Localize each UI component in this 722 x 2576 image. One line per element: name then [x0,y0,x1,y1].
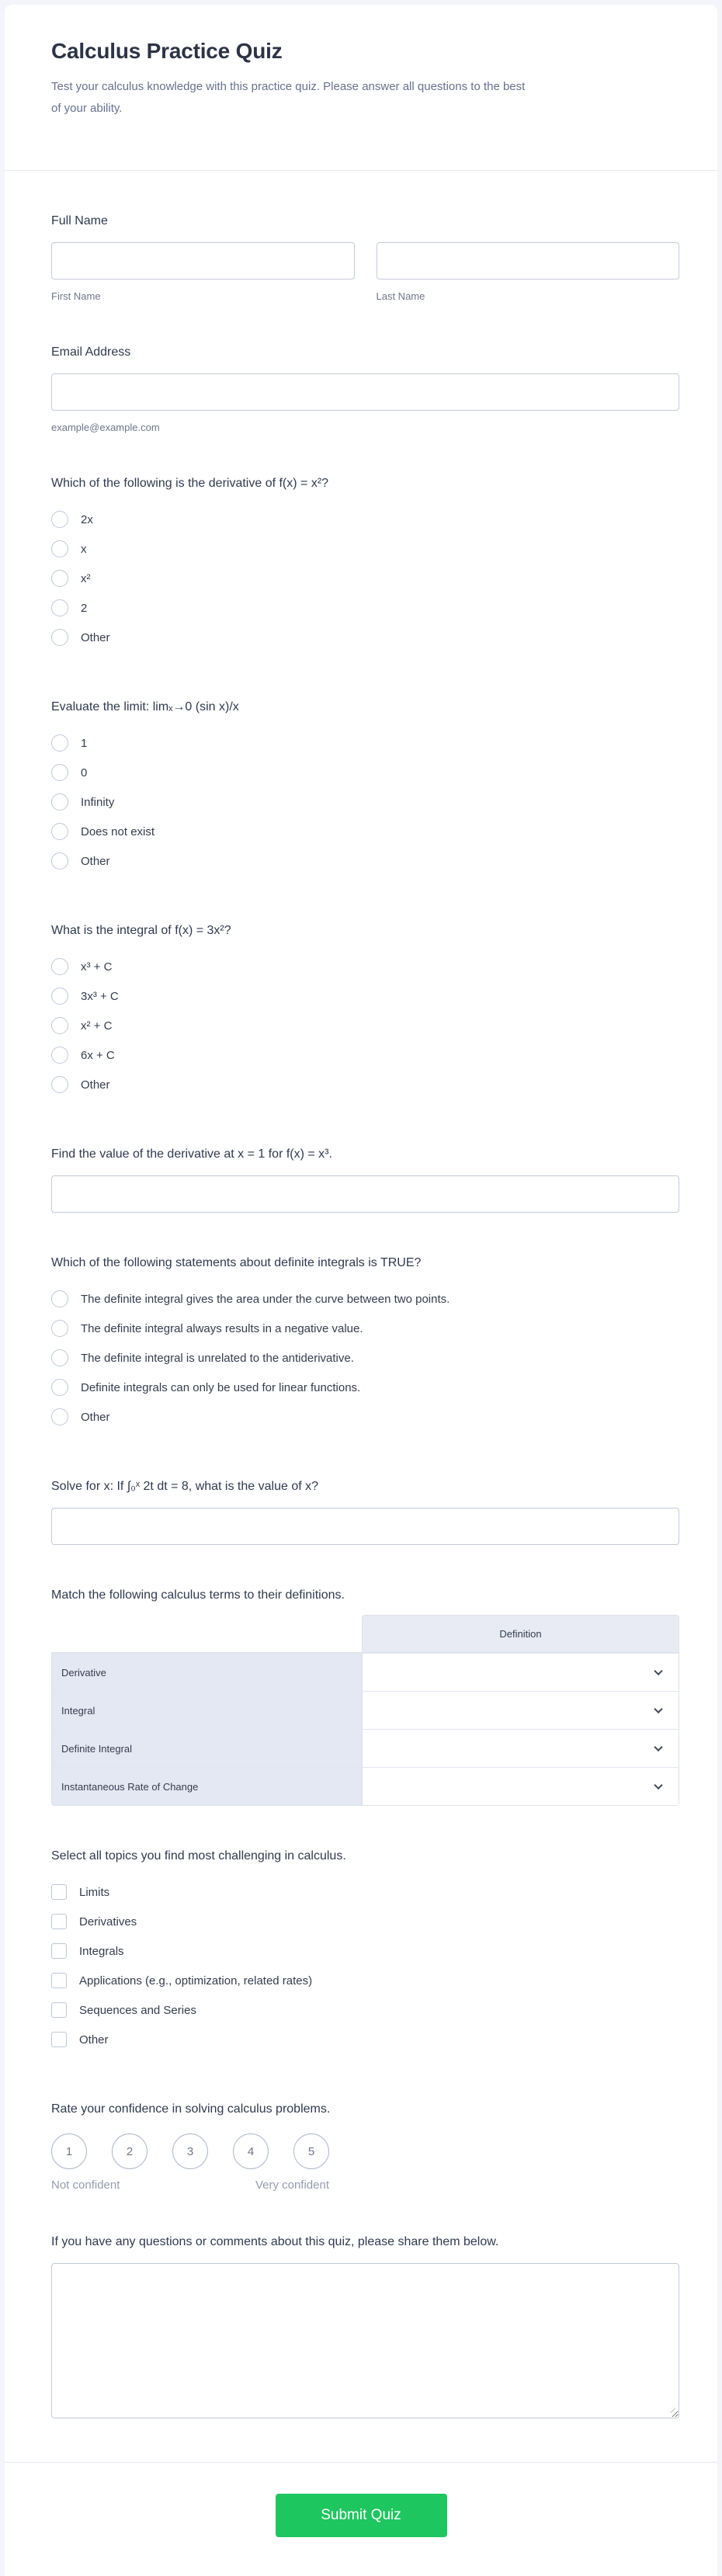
radio-option[interactable] [51,1343,679,1373]
scale-option[interactable]: 4 [233,2133,269,2169]
checkbox-option[interactable] [51,1966,679,1995]
checkbox-option[interactable] [51,1877,679,1907]
first-name-input[interactable] [51,242,355,279]
radio-button-icon[interactable] [51,1290,68,1307]
scale-option[interactable]: 1 [51,2133,87,2169]
question-label: If you have any questions or comments about this quiz, please share them below. [51,2235,499,2248]
scale-option[interactable]: 5 [293,2133,329,2169]
submit-button[interactable]: Submit Quiz [276,2494,447,2537]
radio-button-icon[interactable] [51,988,68,1005]
submit-area [5,2463,717,2576]
radio-group-limit [51,728,679,876]
table-row [52,1691,679,1729]
radio-option[interactable] [51,505,679,534]
radio-group-integral [51,952,679,1099]
radio-option[interactable] [51,758,679,787]
checkbox-icon[interactable] [51,2002,67,2018]
last-name-sublabel: Last Name [376,290,425,302]
question-derivative-value [51,1147,679,1213]
scale-option[interactable]: 2 [112,2133,148,2169]
radio-button-icon[interactable] [51,852,68,870]
radio-option[interactable] [51,1070,679,1099]
radio-button-icon[interactable] [51,1408,68,1425]
question-confidence [51,2102,679,2192]
table-row [52,1653,679,1691]
radio-button-icon[interactable] [51,1349,68,1366]
checkbox-option[interactable] [51,2025,679,2054]
radio-button-icon[interactable] [51,629,68,646]
radio-option[interactable] [51,817,679,846]
table-row [52,1729,679,1767]
checkbox-option-label: Other [79,2033,109,2047]
question-label: Select all topics you find most challenging in calculus. [51,1849,346,1863]
radio-option-label: 1 [81,736,88,750]
radio-option-label: Other [81,1078,110,1092]
checkbox-icon[interactable] [51,1943,67,1959]
question-limit [51,700,679,876]
checkbox-option-label: Sequences and Series [79,2003,196,2017]
email-input[interactable] [51,373,679,411]
scale-labels [51,2178,329,2192]
radio-button-icon[interactable] [51,764,68,781]
derivative-value-input[interactable] [51,1175,679,1213]
scale-min-label: Not confident [51,2178,120,2192]
radio-option-label: x [81,542,87,556]
radio-button-icon[interactable] [51,1379,68,1396]
radio-option-label: 0 [81,766,88,779]
question-label: Evaluate the limit: limₓ→0 (sin x)/x [51,700,239,713]
matrix-header-spacer [51,1615,362,1652]
radio-option[interactable] [51,787,679,817]
scale-option[interactable]: 3 [172,2133,208,2169]
radio-button-icon[interactable] [51,599,68,616]
question-full-name [51,214,679,302]
radio-button-icon[interactable] [51,570,68,587]
first-name-sublabel: First Name [51,290,101,302]
checkbox-icon[interactable] [51,2032,67,2047]
radio-button-icon[interactable] [51,1320,68,1337]
radio-option[interactable] [51,534,679,564]
radio-option[interactable] [51,1373,679,1402]
matrix-row-label: Derivative [52,1654,363,1691]
radio-option-label: Other [81,854,110,868]
full-name-label: Full Name [51,214,108,227]
radio-option-label: Infinity [81,795,115,809]
matrix-definition-select[interactable] [363,1730,679,1767]
checkbox-option-label: Derivatives [79,1915,137,1929]
scale-rating [51,2133,679,2169]
radio-button-icon[interactable] [51,958,68,975]
radio-option-label: 6x + C [81,1048,115,1062]
radio-option[interactable] [51,623,679,652]
page-subtitle: Test your calculus knowledge with this practice quiz. Please answer all questions to the best of your ability. [51,80,526,115]
question-label: Which of the following is the derivative of f(x) = x²? [51,477,329,490]
checkbox-option[interactable] [51,1995,679,2025]
radio-option-label: 2 [81,601,88,615]
question-label: Rate your confidence in solving calculus problems. [51,2102,331,2116]
matrix-definition-select[interactable] [363,1768,679,1805]
question-label: Find the value of the derivative at x = 1 for f(x) = x³. [51,1147,332,1161]
radio-option-label: The definite integral always results in a negative value. [81,1321,363,1335]
checkbox-icon[interactable] [51,1884,67,1900]
checkbox-icon[interactable] [51,1914,67,1929]
matrix-definition-select[interactable] [363,1692,679,1729]
matrix-header-row [51,1615,679,1652]
radio-option-label: 2x [81,512,93,526]
radio-option-label: Other [81,630,110,644]
radio-button-icon[interactable] [51,1017,68,1034]
radio-option[interactable] [51,846,679,876]
radio-option[interactable] [51,1284,679,1314]
matrix-table [51,1652,679,1806]
radio-button-icon[interactable] [51,734,68,752]
radio-option[interactable] [51,728,679,758]
checkbox-group-topics [51,1877,679,2054]
question-topics [51,1849,679,2054]
radio-option[interactable] [51,1011,679,1040]
question-integral [51,924,679,1099]
question-solve-x [51,1480,679,1545]
chevron-down-icon [654,1743,662,1751]
radio-option[interactable] [51,1314,679,1343]
matrix-column-header: Definition [362,1615,679,1652]
question-match-definitions [51,1588,679,1806]
radio-option-label: x³ + C [81,960,113,974]
chevron-down-icon [654,1667,662,1675]
radio-option[interactable] [51,1040,679,1070]
page-title: Calculus Practice Quiz [51,39,283,63]
radio-option-label: The definite integral gives the area under the curve between two points. [81,1292,450,1306]
radio-button-icon[interactable] [51,1047,68,1064]
radio-option[interactable] [51,952,679,981]
matrix-row-label: Integral [52,1692,363,1729]
comments-textarea[interactable] [51,2263,679,2418]
last-name-input[interactable] [377,242,680,279]
question-label: Match the following calculus terms to their definitions. [51,1588,345,1602]
radio-button-icon[interactable] [51,793,68,811]
radio-option-label: Does not exist [81,825,155,838]
form-body [5,171,717,2418]
chevron-down-icon [654,1781,662,1790]
email-sublabel: example@example.com [51,422,160,433]
question-comments [51,2235,679,2418]
radio-button-icon[interactable] [51,823,68,840]
checkbox-option-label: Integrals [79,1944,124,1958]
form-header [5,5,717,171]
scale-max-label: Very confident [255,2178,329,2192]
checkbox-option[interactable] [51,1936,679,1966]
checkbox-icon[interactable] [51,1973,67,1988]
question-label: Solve for x: If ∫₀ˣ 2t dt = 8, what is the value of x? [51,1480,318,1493]
checkbox-option-label: Limits [79,1885,110,1899]
radio-group-true-statement [51,1284,679,1432]
form-card [5,5,717,2576]
chevron-down-icon [654,1705,662,1713]
checkbox-option[interactable] [51,1907,679,1936]
email-label: Email Address [51,345,131,359]
radio-option[interactable] [51,1402,679,1432]
checkbox-option-label: Applications (e.g., optimization, related rates) [79,1974,313,1988]
radio-button-icon[interactable] [51,540,68,557]
radio-option-label: The definite integral is unrelated to the antiderivative. [81,1351,354,1365]
solve-x-input[interactable] [51,1508,679,1545]
question-true-statement [51,1256,679,1432]
question-label: What is the integral of f(x) = 3x²? [51,924,231,937]
radio-option-label: x² + C [81,1019,113,1033]
matrix-definition-select[interactable] [363,1654,679,1691]
radio-option-label: Definite integrals can only be used for linear functions. [81,1380,361,1394]
question-label: Which of the following statements about definite integrals is TRUE? [51,1256,422,1269]
question-email [51,345,679,433]
radio-button-icon[interactable] [51,511,68,528]
question-derivative [51,477,679,652]
radio-button-icon[interactable] [51,1076,68,1093]
matrix-row-label: Definite Integral [52,1730,363,1767]
radio-option-label: Other [81,1410,110,1424]
radio-option[interactable] [51,593,679,623]
matrix-row-label: Instantaneous Rate of Change [52,1768,363,1805]
radio-group-derivative [51,505,679,652]
radio-option[interactable] [51,981,679,1011]
table-row [52,1767,679,1805]
radio-option-label: 3x³ + C [81,989,119,1003]
radio-option-label: x² [81,571,91,585]
radio-option[interactable] [51,564,679,593]
